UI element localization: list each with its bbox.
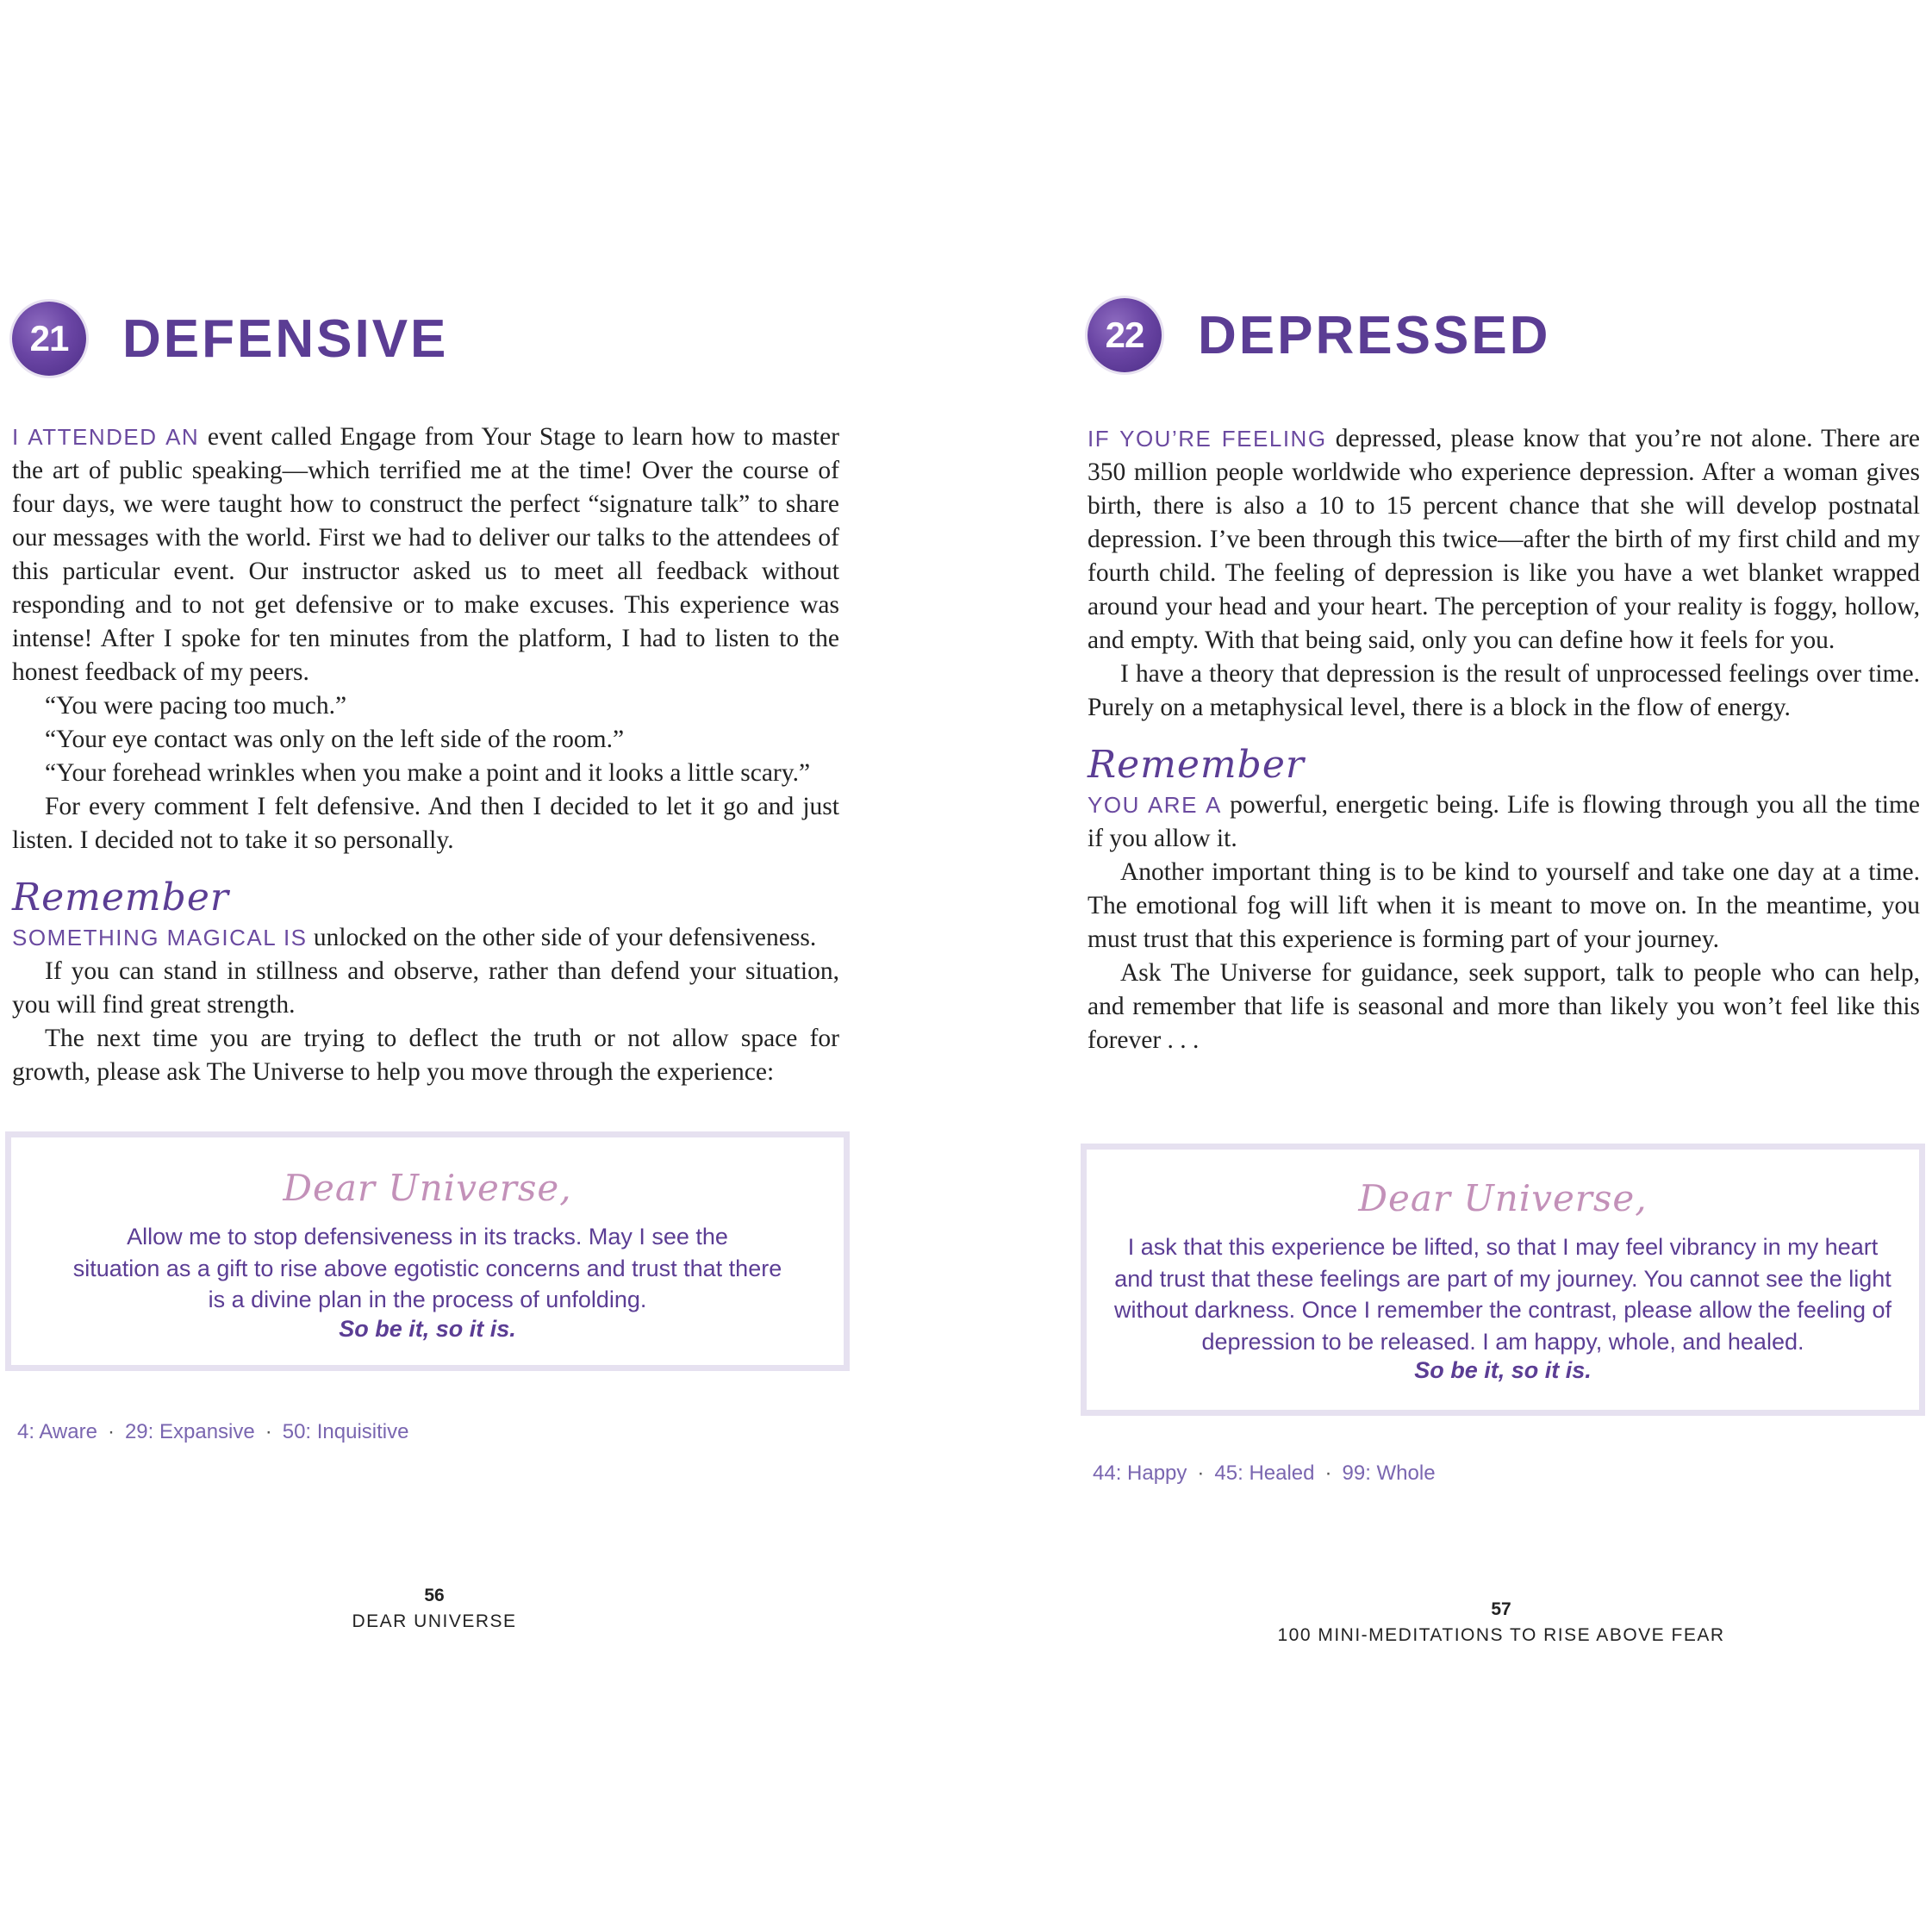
- paragraph: Another important thing is to be kind to yourself and take one day at a time. The emotional fog will lift when it is meant to move on. In the meantime, you must trust that this experience is forming part of your journey.: [1088, 858, 1920, 953]
- separator-dot: ·: [1197, 1461, 1205, 1485]
- prayer-line: situation as a gift to rise above egotistic concerns and trust that there: [72, 1255, 782, 1281]
- related-link[interactable]: 99: Whole: [1342, 1461, 1436, 1485]
- prayer-closing: So be it, so it is.: [1414, 1357, 1592, 1383]
- separator-dot: ·: [265, 1420, 272, 1443]
- paragraph: event called Engage from Your Stage to learn how to master the art of public speaking—which terrified me at the time! Over the course of four days, we were taught how to construct the perfect “signature talk” to share our messages with the world. First we had to deliver our talks to the attendees of this particular event. Our instructor asked us to meet all feedback without responding and to not get defensive or to make excuses. This experience was intense! After I spoke for ten minutes from the platform, I had to listen to the honest feedback of my peers.: [12, 423, 840, 686]
- chapter-title: DEFENSIVE: [122, 308, 449, 369]
- quote-line: “Your forehead wrinkles when you make a point and it looks a little scary.”: [45, 759, 811, 787]
- chapter-body: [1088, 422, 1920, 1057]
- prayer-line: without darkness. Once I remember the contrast, please allow the feeling of: [1114, 1297, 1891, 1323]
- chapter-heading: [1088, 298, 1550, 372]
- prayer-closing: So be it, so it is.: [339, 1315, 516, 1342]
- prayer-line: is a divine plan in the process of unfolding.: [208, 1287, 647, 1312]
- prayer-title: Dear Universe,: [283, 1167, 572, 1209]
- paragraph: The next time you are trying to deflect the truth or not allow space for growth, please ask The Universe to help you move through the experience:: [12, 1025, 839, 1086]
- related-link[interactable]: 50: Inquisitive: [282, 1420, 409, 1443]
- left-page: [12, 0, 839, 1932]
- paragraph: depressed, please know that you’re not alone. There are 350 million people worldwide who experience depression. After a woman gives birth, there is also a 10 to 15 percent chance that she will develop postnatal depression. I’ve been through this twice—after the birth of my first child and my fourth child. The feeling of depression is like you have a wet blanket wrapped around your head and your heart. The perception of your reality is foggy, hollow, and empty. With that being said, only you can define how it feels for you.: [1088, 425, 1921, 654]
- running-title: 100 MINI-MEDITATIONS TO RISE ABOVE FEAR: [1277, 1625, 1725, 1645]
- prayer-title: Dear Universe,: [1358, 1177, 1648, 1219]
- lead-caps: I ATTENDED AN: [12, 424, 200, 450]
- prayer-box: [1081, 1144, 1925, 1416]
- chapter-title: DEPRESSED: [1198, 305, 1551, 365]
- paragraph: Ask The Universe for guidance, seek support, talk to people who can help, and remember that life is seasonal and more than likely you won’t feel like this forever . . .: [1088, 959, 1920, 1054]
- paragraph: I have a theory that depression is the result of unprocessed feelings over time. Purely on a metaphysical level, there is a block in the flow of energy.: [1088, 660, 1920, 721]
- related-link[interactable]: 4: Aware: [17, 1420, 97, 1443]
- related-entries: [1093, 1461, 1436, 1486]
- paragraph: powerful, energetic being. Life is flowing through you all the time if you allow it.: [1088, 791, 1920, 852]
- paragraph: For every comment I felt defensive. And then I decided to let it go and just listen. I decided not to take it so personally.: [12, 793, 839, 854]
- chapter-number-badge: 21: [12, 302, 86, 376]
- quote-line: “You were pacing too much.”: [45, 692, 347, 720]
- page-footer: [12, 1586, 857, 1632]
- chapter-heading: [12, 302, 448, 376]
- chapter-number-badge: 22: [1088, 298, 1162, 372]
- chapter-body: [12, 421, 839, 1089]
- prayer-line: depression to be released. I am happy, whole, and healed.: [1201, 1328, 1804, 1355]
- remember-caps: YOU ARE A: [1088, 792, 1222, 818]
- remember-caps: SOMETHING MAGICAL IS: [12, 925, 308, 950]
- related-link[interactable]: 29: Expansive: [124, 1420, 255, 1443]
- separator-dot: ·: [107, 1420, 115, 1443]
- running-title: DEAR UNIVERSE: [352, 1611, 517, 1631]
- remember-heading: Remember: [1088, 743, 1305, 787]
- prayer-box: [5, 1131, 850, 1371]
- right-page: [1088, 0, 1920, 1932]
- separator-dot: ·: [1324, 1461, 1332, 1485]
- paragraph: unlocked on the other side of your defensiveness.: [313, 924, 817, 951]
- related-entries: [17, 1420, 408, 1444]
- related-link[interactable]: 45: Healed: [1214, 1461, 1315, 1485]
- paragraph: If you can stand in stillness and observe, rather than defend your situation, you will find great strength.: [12, 957, 839, 1019]
- page-footer: [1088, 1599, 1915, 1646]
- page-number: 56: [424, 1586, 445, 1605]
- prayer-line: Allow me to stop defensiveness in its tracks. May I see the: [127, 1224, 728, 1250]
- prayer-line: I ask that this experience be lifted, so that I may feel vibrancy in my heart: [1127, 1234, 1879, 1260]
- quote-line: “Your eye contact was only on the left side of the room.”: [45, 726, 625, 753]
- remember-heading: Remember: [12, 876, 229, 919]
- related-link[interactable]: 44: Happy: [1093, 1461, 1187, 1485]
- lead-caps: IF YOU’RE FEELING: [1088, 426, 1327, 452]
- page-number: 57: [1491, 1599, 1511, 1619]
- prayer-line: and trust that these feelings are part of my journey. You cannot see the light: [1114, 1265, 1891, 1292]
